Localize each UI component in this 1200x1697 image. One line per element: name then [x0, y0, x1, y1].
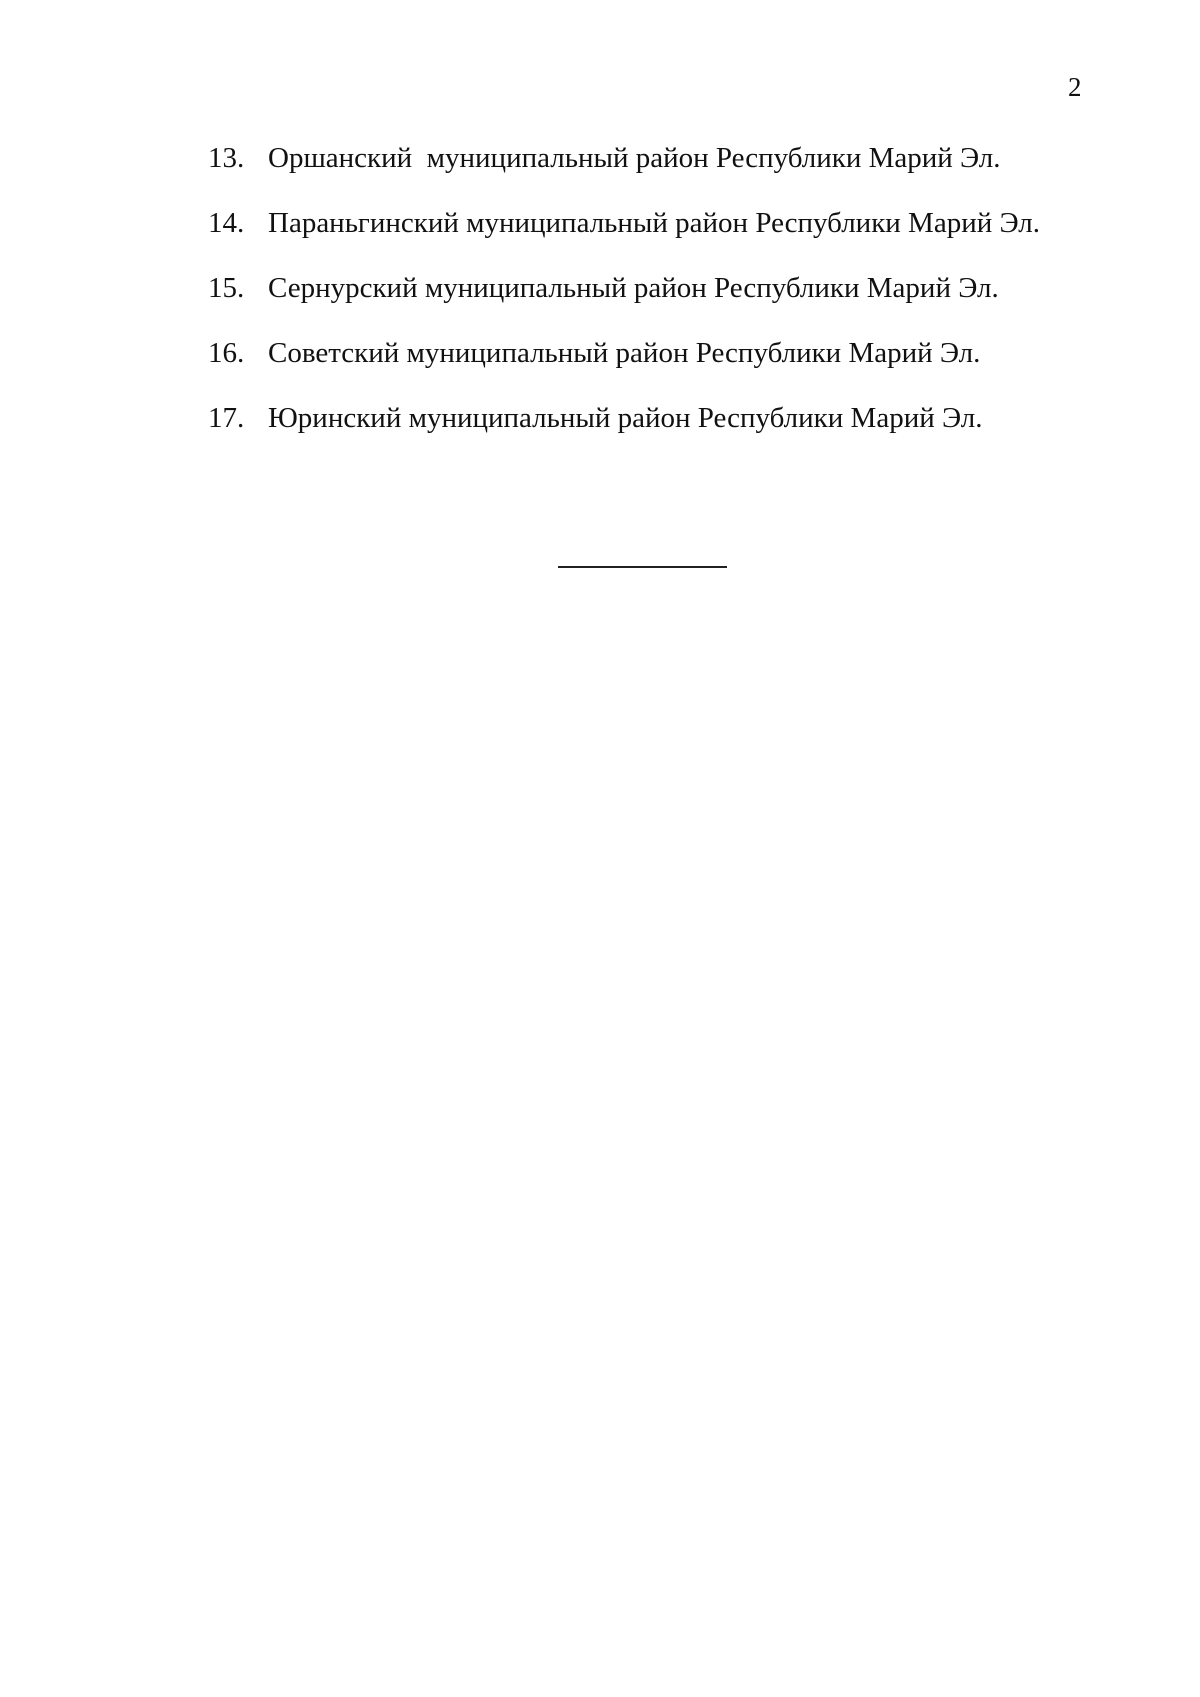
list-item: [208, 273, 1040, 338]
item-text: Сернурский муниципальный район Республики Марий Эл.: [268, 272, 999, 304]
item-text: Юринский муниципальный район Республики Марий Эл.: [268, 402, 983, 434]
item-number: 13.: [208, 142, 245, 174]
list-item: [208, 143, 1040, 208]
list-item: [208, 208, 1040, 273]
page-number: 2: [1068, 72, 1082, 102]
district-list: [208, 143, 1040, 468]
item-text: Советский муниципальный район Республики Марий Эл.: [268, 337, 981, 369]
item-number: 14.: [208, 207, 245, 239]
list-item: [208, 403, 1040, 468]
list-item: [208, 338, 1040, 403]
item-number: 15.: [208, 272, 245, 304]
item-number: 17.: [208, 402, 245, 434]
item-number: 16.: [208, 337, 245, 369]
item-text: Параньгинский муниципальный район Республики Марий Эл.: [268, 207, 1040, 239]
item-text: Оршанский муниципальный район Республики Марий Эл.: [268, 142, 1001, 174]
end-rule: [558, 566, 727, 568]
